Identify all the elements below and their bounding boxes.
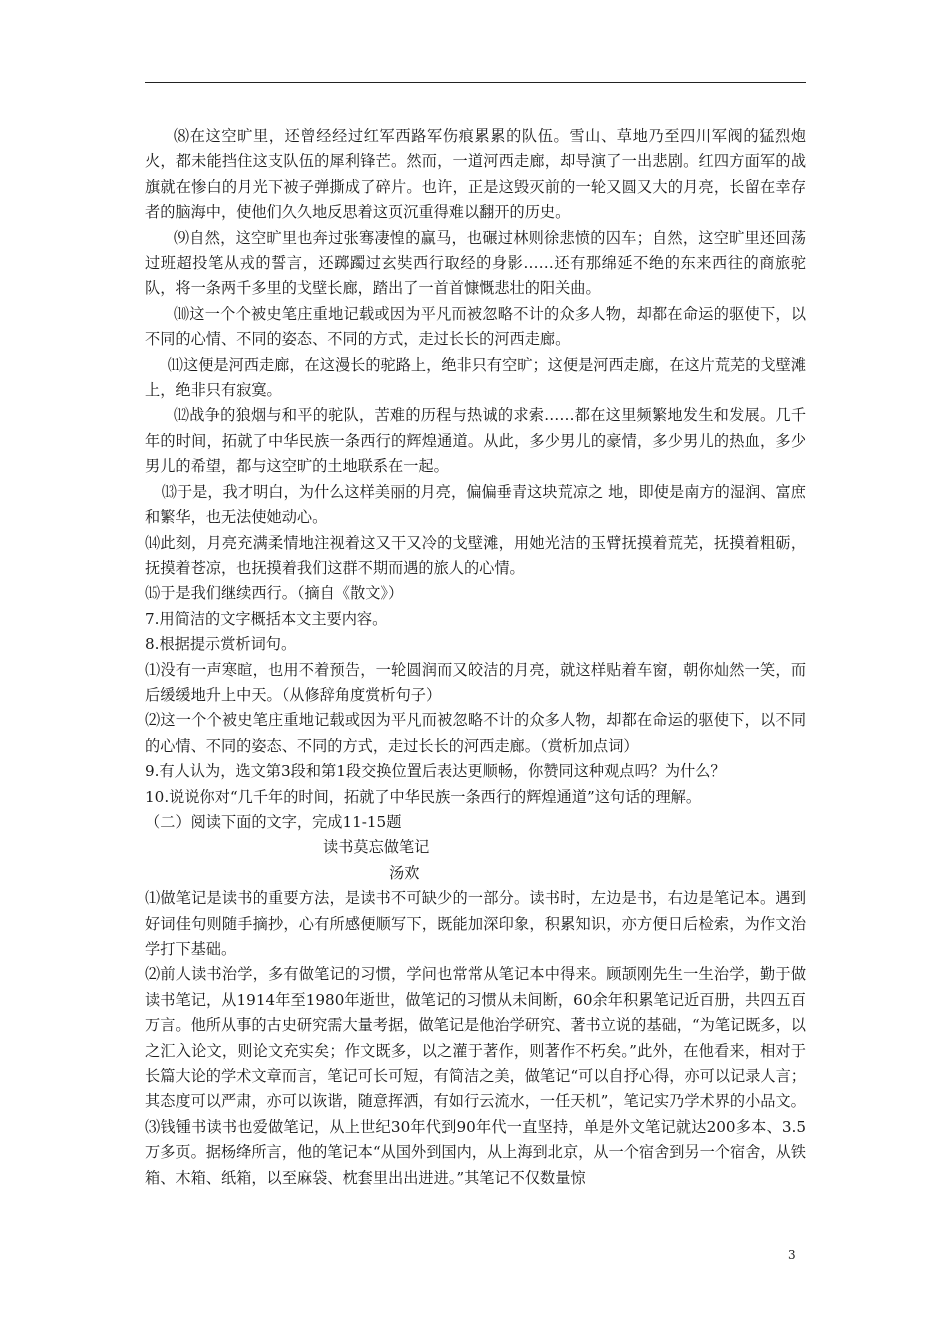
article-paragraph-2: ⑵前人读书治学，多有做笔记的习惯，学问也常常从笔记本中得来。顾颉刚先生一生治学，勤于做读书笔记，从1914年至1980年逝世，做笔记的习惯从未间断，60余年积累笔记近百册，共四五百万言。他所从事的古史研究需大量考据，做笔记是他治学研究、著书立说的基础，“为笔记既多，以之汇入论文，则论文充实矣；作文既多，以之灌于著作，则著作不朽矣。”此外，在他看来，相对于长篇大论的学术文章而言，笔记可长可短，有简洁之美，做笔记“可以自抒心得，亦可以记录人言；其态度可以严肃，亦可以诙谐，随意挥洒，有如行云流水，一任天机”，笔记实乃学术界的小品文。 [145,965,806,1111]
question-8: 8.根据提示赏析词句。 [145,635,297,654]
question-8-part-1: ⑴没有一声寒暄，也用不着预告，一轮圆润而又皎洁的月亮，就这样贴着车窗，朝你灿然一笑，而后缓缓地升上中天。（从修辞角度赏析句子） [145,660,806,704]
question-7: 7.用简洁的文字概括本文主要内容。 [145,609,388,628]
article-paragraph-3: ⑶钱锺书读书也爱做笔记，从上世纪30年代到90年代一直坚持，单是外文笔记就达200多本、3.5万多页。据杨绛所言，他的笔记本“从国外到国内，从上海到北京，从一个宿舍到另一个宿舍，从铁箱、木箱、纸箱，以至麻袋、枕套里出出进进。”其笔记不仅数量惊 [145,1117,806,1187]
paragraph-9: ⑼自然，这空旷里也奔过张骞凄惶的赢马，也碾过林则徐悲愤的囚车；自然，这空旷里还回荡过班超投笔从戎的誓言，还踯躅过玄奘西行取经的身影……还有那绵延不绝的东来西往的商旅驼队，将一条两千多里的戈壁长廊，踏出了一首首慷慨悲壮的阳关曲。 [145,228,806,298]
article-paragraph-1: ⑴做笔记是读书的重要方法，是读书不可缺少的一部分。读书时，左边是书，右边是笔记本。遇到好词佳句则随手摘抄，心有所感便顺写下，既能加深印象，积累知识，亦方便日后检索，为作文治学打下基础。 [145,889,806,958]
paragraph-11: ⑾这便是河西走廊，在这漫长的驼路上，绝非只有空旷；这便是河西走廊，在这片荒芜的戈壁滩上，绝非只有寂寞。 [145,355,806,400]
document-body [145,124,806,1191]
paragraph-10: ⑽这一个个被史笔庄重地记载或因为平凡而被忽略不计的众多人物，却都在命运的驱使下，以不同的心情、不同的姿态、不同的方式，走过长长的河西走廊。 [145,304,806,349]
question-10: 10.说说你对“几千年的时间，拓就了中华民族一条西行的辉煌通道”这句话的理解。 [145,787,702,806]
header-rule [145,82,806,83]
section-two-heading: （二）阅读下面的文字，完成11-15题 [145,812,402,831]
question-9: 9.有人认为，选文第3段和第1段交换位置后表达更顺畅，你赞同这种观点吗？为什么？ [145,762,726,781]
question-8-part-2: ⑵这一个个被史笔庄重地记载或因为平凡而被忽略不计的众多人物，却都在命运的驱使下，以不同的心情、不同的姿态、不同的方式，走过长长的河西走廊。（赏析加点词） [145,711,806,755]
paragraph-8: ⑻在这空旷里，还曾经经过红军西路军伤痕累累的队伍。雪山、草地乃至四川军阀的猛烈炮火，都未能挡住这支队伍的犀利锋芒。然而，一道河西走廊，却导演了一出悲剧。红四方面军的战旗就在惨白的月光下被子弹撕成了碎片。也许，正是这毁灭前的一轮又圆又大的月亮，长留在幸存者的脑海中，使他们久久地反思着这页沉重得难以翻开的历史。 [145,127,806,222]
article-title: 读书莫忘做笔记 [323,838,430,857]
paragraph-12: ⑿战争的狼烟与和平的驼队，苦难的历程与热诚的求索……都在这里频繁地发生和发展。几千年的时间，拓就了中华民族一条西行的辉煌通道。从此，多少男儿的豪情，多少男儿的热血，多少男儿的希望，都与这空旷的土地联系在一起。 [145,406,806,476]
article-author: 汤欢 [389,863,420,882]
paragraph-15: ⒂于是我们继续西行。（摘自《散文》） [145,584,404,603]
page-number: 3 [788,1248,796,1262]
paragraph-13: ⒀于是，我才明白，为什么这样美丽的月亮，偏偏垂青这块荒凉之 地，即使是南方的湿润、富庶和繁华，也无法使她动心。 [145,482,806,527]
paragraph-14: ⒁此刻，月亮充满柔情地注视着这又干又冷的戈壁滩，用她光洁的玉臂抚摸着荒芜，抚摸着粗砺，抚摸着苍凉，也抚摸着我们这群不期而遇的旅人的心情。 [145,533,806,577]
